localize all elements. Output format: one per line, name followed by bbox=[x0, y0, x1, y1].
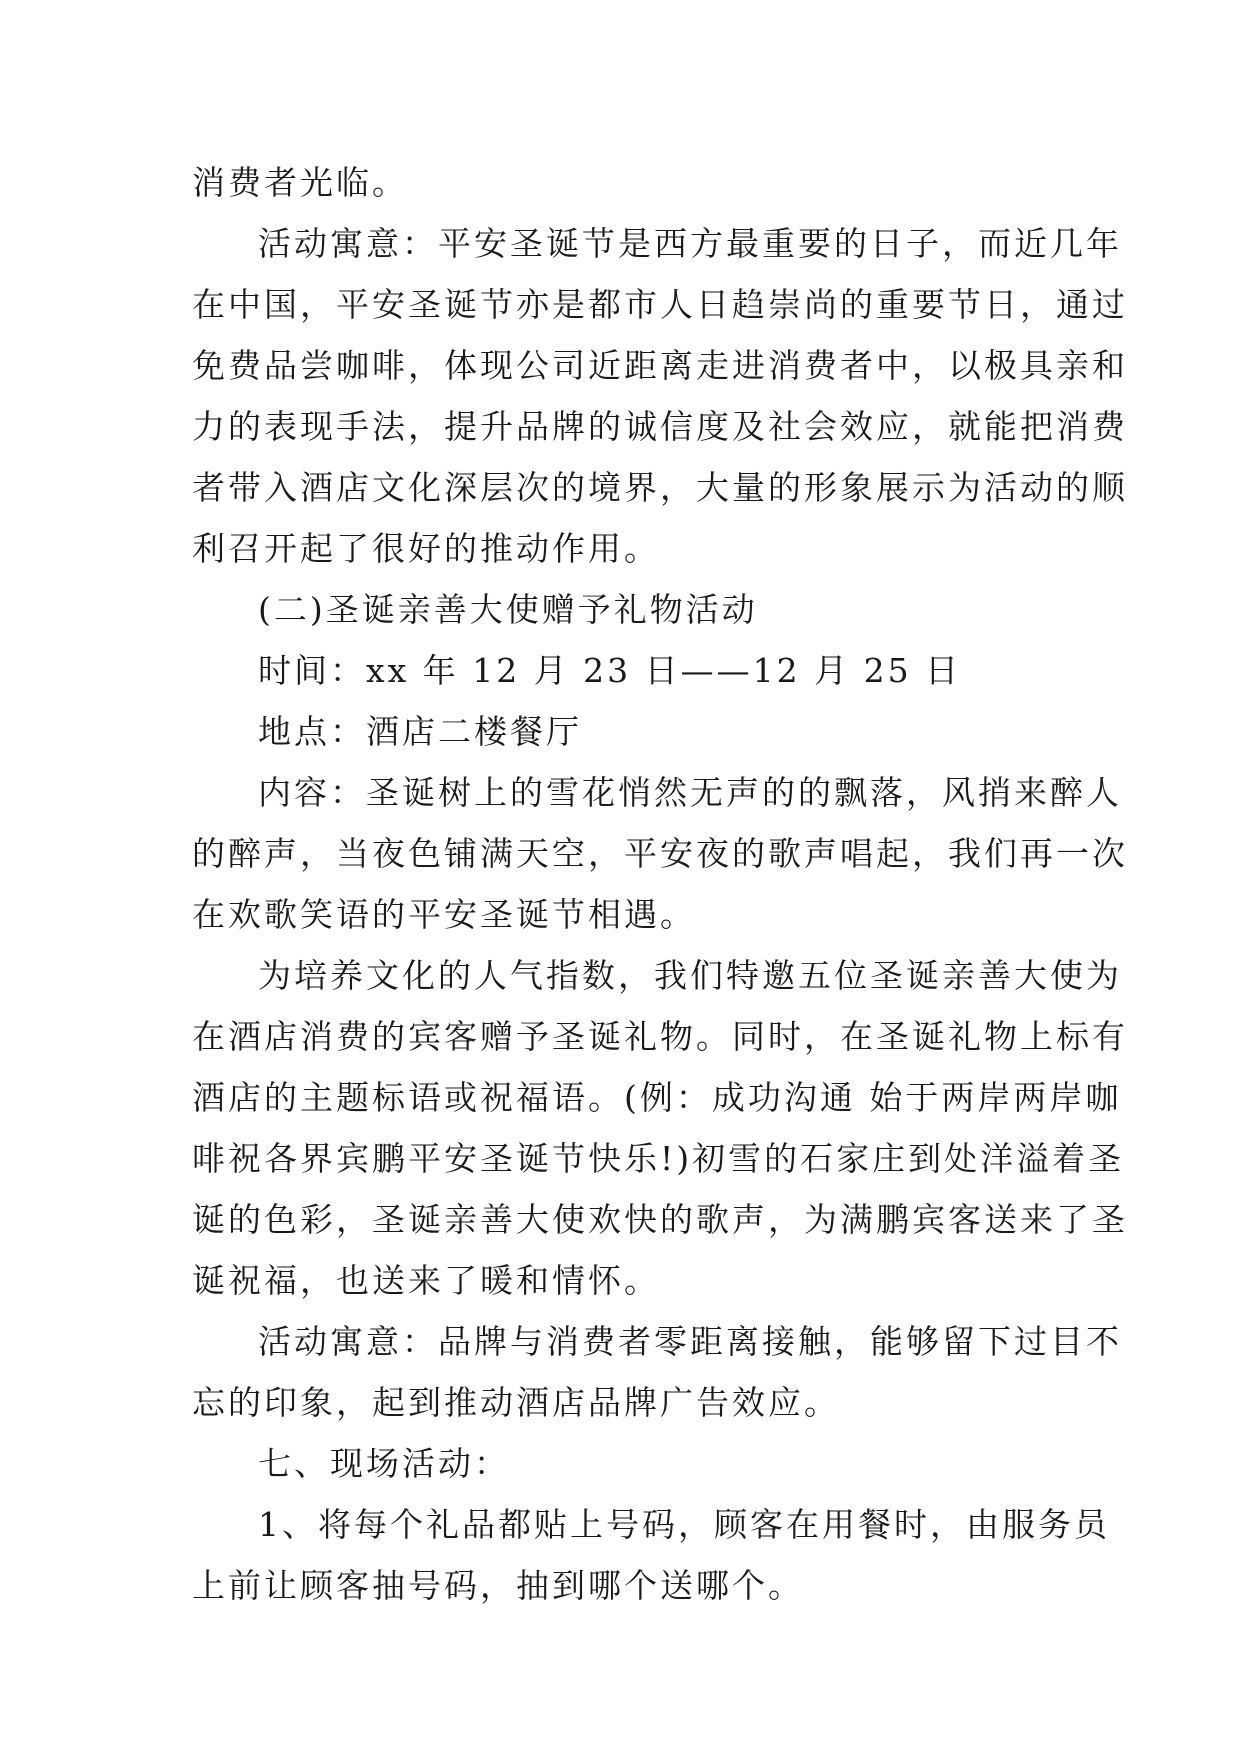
section-heading: (二)圣诞亲善大使赠予礼物活动 bbox=[258, 590, 758, 629]
text-line: 者带入酒店文化深层次的境界，大量的形象展示为活动的顺 bbox=[192, 468, 1128, 507]
text-line: 消费者光临。 bbox=[192, 163, 408, 202]
text-line: 在酒店消费的宾客赠予圣诞礼物。同时，在圣诞礼物上标有 bbox=[192, 1017, 1128, 1056]
document-body bbox=[192, 152, 1128, 1616]
text-line: 活动寓意：品牌与消费者零距离接触，能够留下过目不 bbox=[258, 1322, 1122, 1361]
text-line: 利召开起了很好的推动作用。 bbox=[192, 529, 660, 568]
text-line: 地点：酒店二楼餐厅 bbox=[258, 712, 582, 751]
text-line: 酒店的主题标语或祝福语。(例：成功沟通 始于两岸两岸咖 bbox=[192, 1078, 1122, 1117]
text-line: 在欢歌笑语的平安圣诞节相遇。 bbox=[192, 895, 696, 934]
text-line: 诞的色彩，圣诞亲善大使欢快的歌声，为满鹏宾客送来了圣 bbox=[192, 1200, 1128, 1239]
text-line: 忘的印象，起到推动酒店品牌广告效应。 bbox=[192, 1383, 840, 1422]
text-line: 在中国，平安圣诞节亦是都市人日趋崇尚的重要节日，通过 bbox=[192, 285, 1128, 324]
text-line: 时间：xx 年 12 月 23 日——12 月 25 日 bbox=[258, 651, 962, 690]
text-line: 内容：圣诞树上的雪花悄然无声的的飘落，风捎来醉人 bbox=[258, 773, 1122, 812]
text-line: 诞祝福，也送来了暖和情怀。 bbox=[192, 1261, 660, 1300]
text-line: 的醉声，当夜色铺满天空，平安夜的歌声唱起，我们再一次 bbox=[192, 834, 1128, 873]
text-line: 力的表现手法，提升品牌的诚信度及社会效应，就能把消费 bbox=[192, 407, 1128, 446]
text-line: 免费品尝咖啡，体现公司近距离走进消费者中，以极具亲和 bbox=[192, 346, 1128, 385]
text-line: 上前让顾客抽号码，抽到哪个送哪个。 bbox=[192, 1566, 804, 1605]
text-line: 啡祝各界宾鹏平安圣诞节快乐!)初雪的石家庄到处洋溢着圣 bbox=[192, 1139, 1125, 1178]
text-line: 为培养文化的人气指数，我们特邀五位圣诞亲善大使为 bbox=[258, 956, 1122, 995]
text-line: 活动寓意：平安圣诞节是西方最重要的日子，而近几年 bbox=[258, 224, 1122, 263]
text-line: 1、将每个礼品都贴上号码，顾客在用餐时，由服务员 bbox=[258, 1505, 1110, 1544]
section-heading: 七、现场活动： bbox=[258, 1444, 510, 1483]
